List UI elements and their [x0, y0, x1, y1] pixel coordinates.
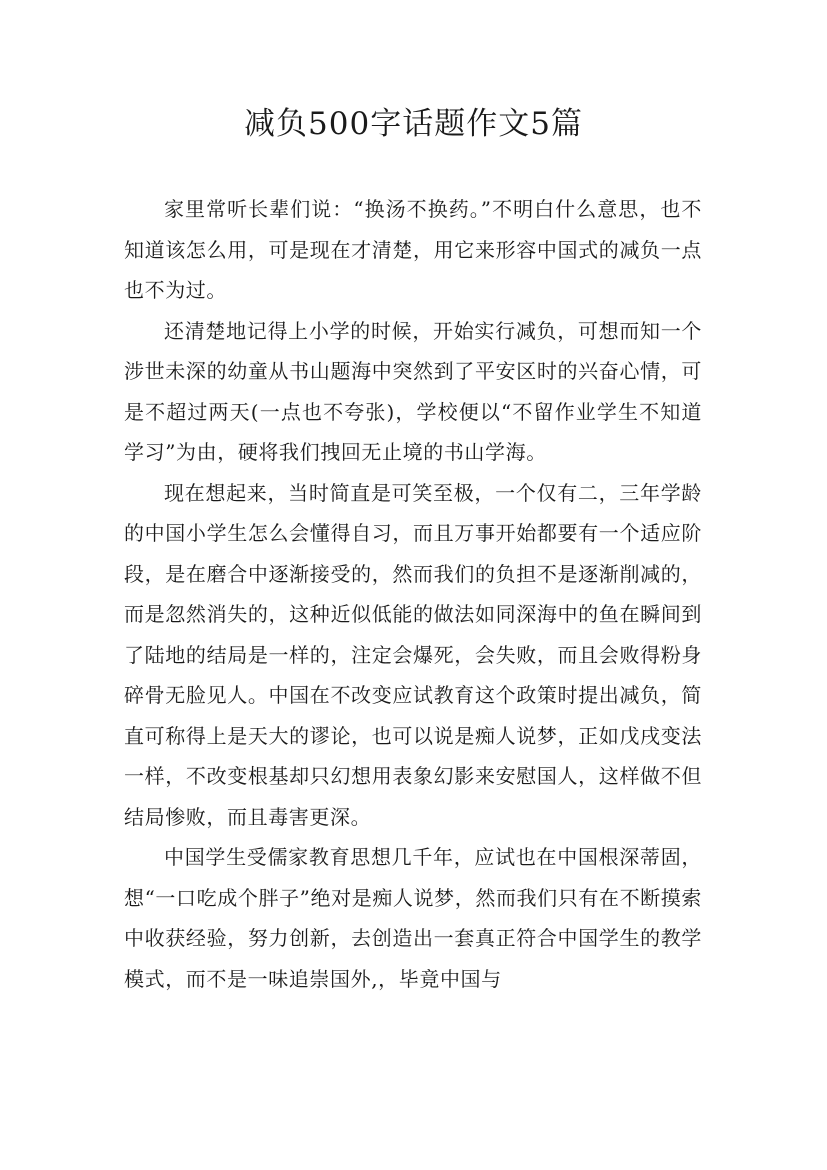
document-title: 减负500字话题作文5篇	[244, 106, 583, 142]
paragraph: 家里常听长辈们说：“换汤不换药。”不明白什么意思，也不知道该怎么用，可是现在才清楚，用它来形容中国式的减负一点也不为过。	[124, 197, 702, 302]
paragraph: 现在想起来，当时简直是可笑至极，一个仅有二，三年学龄的中国小学生怎么会懂得自习，而且万事开始都要有一个适应阶段，是在磨合中逐渐接受的，然而我们的负担不是逐渐削减的，而是忽然消失的，这种近似低能的做法如同深海中的鱼在瞬间到了陆地的结局是一样的，注定会爆死，会失败，而且会败得粉身碎骨无脸见人。中国在不改变应试教育这个政策时提出减负，简直可称得上是天大的谬论，也可以说是痴人说梦，正如戊戌变法一样，不改变根基却只幻想用表象幻影来安慰国人，这样做不但结局惨败，而且毒害更深。	[124, 480, 702, 829]
paragraph: 还清楚地记得上小学的时候，开始实行减负，可想而知一个涉世未深的幼童从书山题海中突然到了平安区时的兴奋心情，可是不超过两天(一点也不夸张)，学校便以“不留作业学生不知道学习”为由，硬将我们拽回无止境的书山学海。	[124, 318, 702, 464]
paragraph: 中国学生受儒家教育思想几千年，应试也在中国根深蒂固，想“一口吃成个胖子”绝对是痴人说梦，然而我们只有在不断摸索中收获经验，努力创新，去创造出一套真正符合中国学生的教学模式，而不是一味追崇国外,，毕竟中国与	[124, 845, 702, 991]
document-body	[124, 189, 702, 999]
